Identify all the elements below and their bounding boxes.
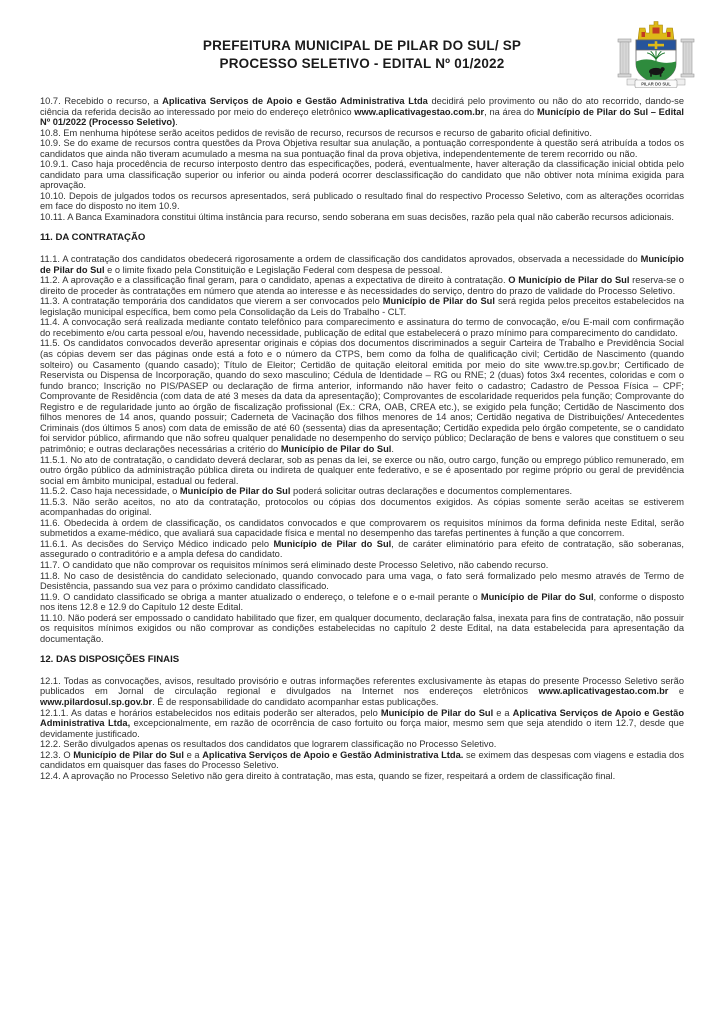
text-run: se eximem das despesas com viagens e estadia dos candidatos em quaisquer das fases do Processo Seletivo. [40,749,684,771]
ribbon-banner-text: PILAR DO SUL [641,81,671,87]
document-header [0,0,724,96]
text-run: e a [493,707,513,718]
text-run: 11.6.1. As decisões do Serviço Médico indicado pelo [40,538,274,549]
section-heading [40,233,684,244]
text-run: 11.2. A aprovação e a classificação final geram, para o candidato, apenas a expectativa de direito à contratação. [40,275,509,286]
paragraph [40,560,684,571]
bold-text-run: www.aplicativagestao.com.br [538,686,669,697]
document-body [40,96,684,781]
bold-text-run: www.aplicativagestao.com.br [354,106,485,117]
paragraph [40,96,684,128]
text-run: 11.5. Os candidatos convocados deverão apresentar originais e cópias dos documentos discriminados a seguir Carteira de Trabalho e Previdência Social (as cópias devem ser das páginas onde está a foto e o número da CTPS, bem como da folha de qualificação civil; Certidão de Nascimento (quando solteiro) ou Casamento (quando casado); Título de Eleitor; Certidão de quitação eleitoral emitida por meio do site www.tre.sp.gov.br; Certificado de Reservista ou Dispensa de Incorporação, quando do sexo masculino; Cédula de Identidade – RG ou RNE; 2 (duas) fotos 3x4 recentes, coloridas e com o fundo branco; Inscrição no PIS/PASEP ou declaração de firma anterior, informando não haver feito o cadastro; Cadastro de Pessoa Física – CPF; Comprovante de Residência (com data de até 3 meses da data da apresentação); Comprovantes de escolaridade requeridos pela função; Comprovante do Registro e de regularidade junto ao órgão de fiscalização profissional (Ex.: CRA, OAB, CREA etc.), se exigido pela função; Certidão de Nascimento dos filhos menores de 14 anos, quando possuir; Caderneta de Vacinação dos filhos menores de 14 anos; Certidão negativa de Distribuições/ Antecedentes Criminais (dos últimos 5 anos) com data de emissão de até 60 (sessenta) dias da apresentação; Certidão expedida pelo órgão competente, se o candidato foi servidor público, afirmando que não sofreu qualquer penalidade no desempenho do serviço público; Declaração de bens e valores que constituem o seu patrimônio; e outras declarações necessárias a critério do [40,338,684,454]
paragraph [40,212,684,223]
text-run: 10.8. Em nenhuma hipótese serão aceitos pedidos de revisão de recurso, recursos de recursos e recurso de gabarito oficial definitivo. [40,127,592,138]
text-run: 11.4. A convocação será realizada mediante contato telefônico para comparecimento e assinatura do termo de convocação, e/ou E-mail com confirmação do recebimento e/ou carta pessoal e/ou, havendo necessidade, publicação de edital que estabelecerá o prazo mínimo para comparecimento do candidato. [40,317,684,338]
paragraph [40,191,684,212]
text-run: poderá solicitar outras declarações e documentos complementares. [290,486,573,497]
text-run: , conforme o disposto nos itens 12.8 e 12.9 do Capítulo 12 deste Edital. [40,591,684,613]
ribbon-banner [627,79,685,88]
bold-text-run: Município de Pilar do Sul [280,443,392,454]
text-run: 11.7. O candidato que não comprovar os requisitos mínimos será eliminado deste Processo Seletivo, não cabendo recurso. [40,559,549,570]
text-run: . É de responsabilidade do candidato acompanhar estas publicações. [152,696,439,707]
bold-text-run: Município de Pilar do Sul [73,749,184,760]
text-run: e o limite fixado pela Constituição e Legislação Federal com despesa de pessoal. [104,264,443,275]
paragraph [40,338,684,454]
paragraph [40,708,684,740]
paragraph [40,159,684,191]
paragraph [40,128,684,139]
text-run: 12. DAS DISPOSIÇÕES FINAIS [40,653,180,665]
text-run: 10.9.1. Caso haja procedência de recurso interposto dentro das especificações, poderá, eventualmente, haver alteração da classificação inicial obtida pelo candidato para uma classificação superior ou inferior ou ainda poderá ocorrer desclassificação do candidato que não obtiver nota mínima exigida para aprovação. [40,159,684,191]
text-run: 12.2. Serão divulgados apenas os resultados dos candidatos que lograrem classificação no Processo Seletivo. [40,739,497,750]
text-run: 12.1. Todas as convocações, avisos, resultado provisório e outras informações referentes exclusivamente às etapas do presente Processo Seletivo serão publicados em Jornal de circulação regional e divulgados na Internet nos endereços eletrônicos [40,675,684,697]
paragraph [40,497,684,518]
bold-text-run: Município de Pilar do Sul [480,591,594,602]
paragraph [40,275,684,296]
bold-text-run: Aplicativa Serviços de Apoio e Gestão Administrativa Ltda. [202,749,464,760]
text-run: 10.11. A Banca Examinadora constitui última instância para recurso, sendo soberana em suas decisões, razão pela qual não caberão recursos adicionais. [40,212,674,223]
text-run: 10.9. Se do exame de recursos contra questões da Prova Objetiva resultar sua anulação, a pontuação correspondente à questão será atribuída a todos os candidatos que ainda não tiveram acumulado a mesma na sua pontuação final da prova objetiva, independentemente de terem recorrido ou não. [40,138,684,159]
paragraph [40,539,684,560]
text-run: 11. DA CONTRATAÇÃO [40,232,146,244]
paragraph [40,676,684,708]
text-run: 11.5.2. Caso haja necessidade, o [40,486,180,497]
text-run: reserva-se o direito de proceder às contratações em número que atenda ao interesse e às necessidades do serviço, dentro do prazo de validade do Processo Seletivo. [40,275,685,296]
bold-text-run: Município de Pilar do Sul [273,538,392,549]
bold-text-run: www.pilardosul.sp.gov.br [40,696,153,707]
text-run: será regida pelos preceitos estabelecidos na legislação municipal específica, bem como pela Consolidação da Leis do Trabalho - CLT. [40,296,684,317]
text-run: . [175,117,178,128]
text-run: 12.3. O [40,749,74,760]
paragraph [40,486,684,497]
text-run: 11.8. No caso de desistência do candidato selecionado, quando convocado para uma vaga, o fato será formalizado pelo mesmo através de Termo de Desistência, passando sua vez para o próximo candidato classificado. [40,570,684,592]
paragraph [40,613,684,645]
paragraph [40,750,684,771]
bold-text-run: Município de Pilar do Sul [382,296,495,307]
coat-of-arms-svg [610,20,702,92]
bold-text-run: O Município de Pilar do Sul [508,275,630,286]
paragraph [40,254,684,275]
text-run: 12.1.1. As datas e horários estabelecidos nos editais poderão ser alterados, pelo [40,707,381,718]
paragraph [40,455,684,487]
bold-text-run: Aplicativa Serviços de Apoio e Gestão Administrativa Ltda, [40,707,685,729]
text-run: , na área do [484,106,537,117]
bold-text-run: Município de Pilar do Sul [179,486,291,497]
bold-text-run: Aplicativa Serviços de Apoio e Gestão Administrativa Ltda [162,96,428,106]
bold-text-run: Município de Pilar do Sul [40,254,684,275]
paragraph [40,296,684,317]
text-run: decidirá pelo provimento ou não do ato recorrido, dando-se ciência da referida decisão ao interessado por meio do endereço eletrônico [40,96,684,117]
bold-text-run: Município de Pilar do Sul [380,707,494,718]
text-run: excepcionalmente, em razão de ocorrência de caso fortuito ou força maior, mesmo sem que seja atendido o item 12.7, desde que devidamente justificado. [40,718,684,739]
paragraph [40,317,684,338]
paragraph [40,518,684,539]
text-run: 12.4. A aprovação no Processo Seletivo não gera direito à contratação, mas esta, quando se fizer, respeitará a ordem de classificação final. [40,770,616,781]
paragraph [40,592,684,613]
text-run: 10.7. Recebido o recurso, a [40,96,163,106]
text-run: . [391,443,394,454]
text-run: 11.10. Não poderá ser empossado o candidato habilitado que fizer, em qualquer documento, declaração falsa, inexata para fins de contratação, não possuir os requisitos mínimos exigidos ou não comprovar as condições estabelecidas no capítulo 2 deste Edital, na data estabelecida para apresentação da documentação. [40,612,684,644]
paragraph [40,138,684,159]
text-run: 10.10. Depois de julgados todos os recursos apresentados, será publicado o resultado final do respectivo Processo Seletivo, com as alterações ocorridas em face do disposto no item 10.9. [40,190,684,212]
text-run: 11.1. A contratação dos candidatos obedecerá rigorosamente a ordem de classificação dos candidatos aprovados, observada a necessidade do [40,254,641,265]
text-run: e a [183,749,203,760]
paragraph [40,739,684,750]
text-run: 11.5.3. Não serão aceitos, no ato da contratação, protocolos ou cópias dos documentos exigidos. As cópias somente serão aceitas se estiverem acompanhadas do original. [40,496,684,518]
text-run: 11.6. Obedecida à ordem de classificação, os candidatos convocados e que comprovarem os requisitos mínimos da forma definida neste Edital, serão submetidos a exame-médico, que avaliará sua capacidade física e mental no desempenho das tarefas pertinentes à função a que concorrem. [40,517,684,539]
text-run: 11.5.1. No ato de contratação, o candidato deverá declarar, sob as penas da lei, se exerce ou não, outro cargo, função ou emprego público remunerado, em outro órgão público da administração pública direta ou indireta de qualquer ente federativo, e se é aposentado por regime próprio ou geral de previdência social em âmbito municipal, estadual ou federal. [40,454,684,486]
text-run: 11.3. A contratação temporária dos candidatos que vierem a ser convocados pelo [40,296,383,307]
text-run: , de caráter eliminatório para efeito de contratação, são soberanas, assegurado o contraditório e a ampla defesa do candidato. [40,538,684,560]
bold-text-run: Município de Pilar do Sul – Edital Nº 01/2022 (Processo Seletivo) [40,106,684,128]
section-heading [40,655,684,666]
pilar-do-sul-coat-of-arms-icon [610,20,702,92]
document-title-line-2: PROCESSO SELETIVO - EDITAL Nº 01/2022 [219,56,505,71]
paragraph [40,571,684,592]
text-run: 11.9. O candidato classificado se obriga a manter atualizado o endereço, o telefone e o e-mail perante o [40,591,481,602]
text-run: e [668,686,684,697]
document-title-line-1: PREFEITURA MUNICIPAL DE PILAR DO SUL/ SP [202,38,522,53]
paragraph [40,771,684,782]
